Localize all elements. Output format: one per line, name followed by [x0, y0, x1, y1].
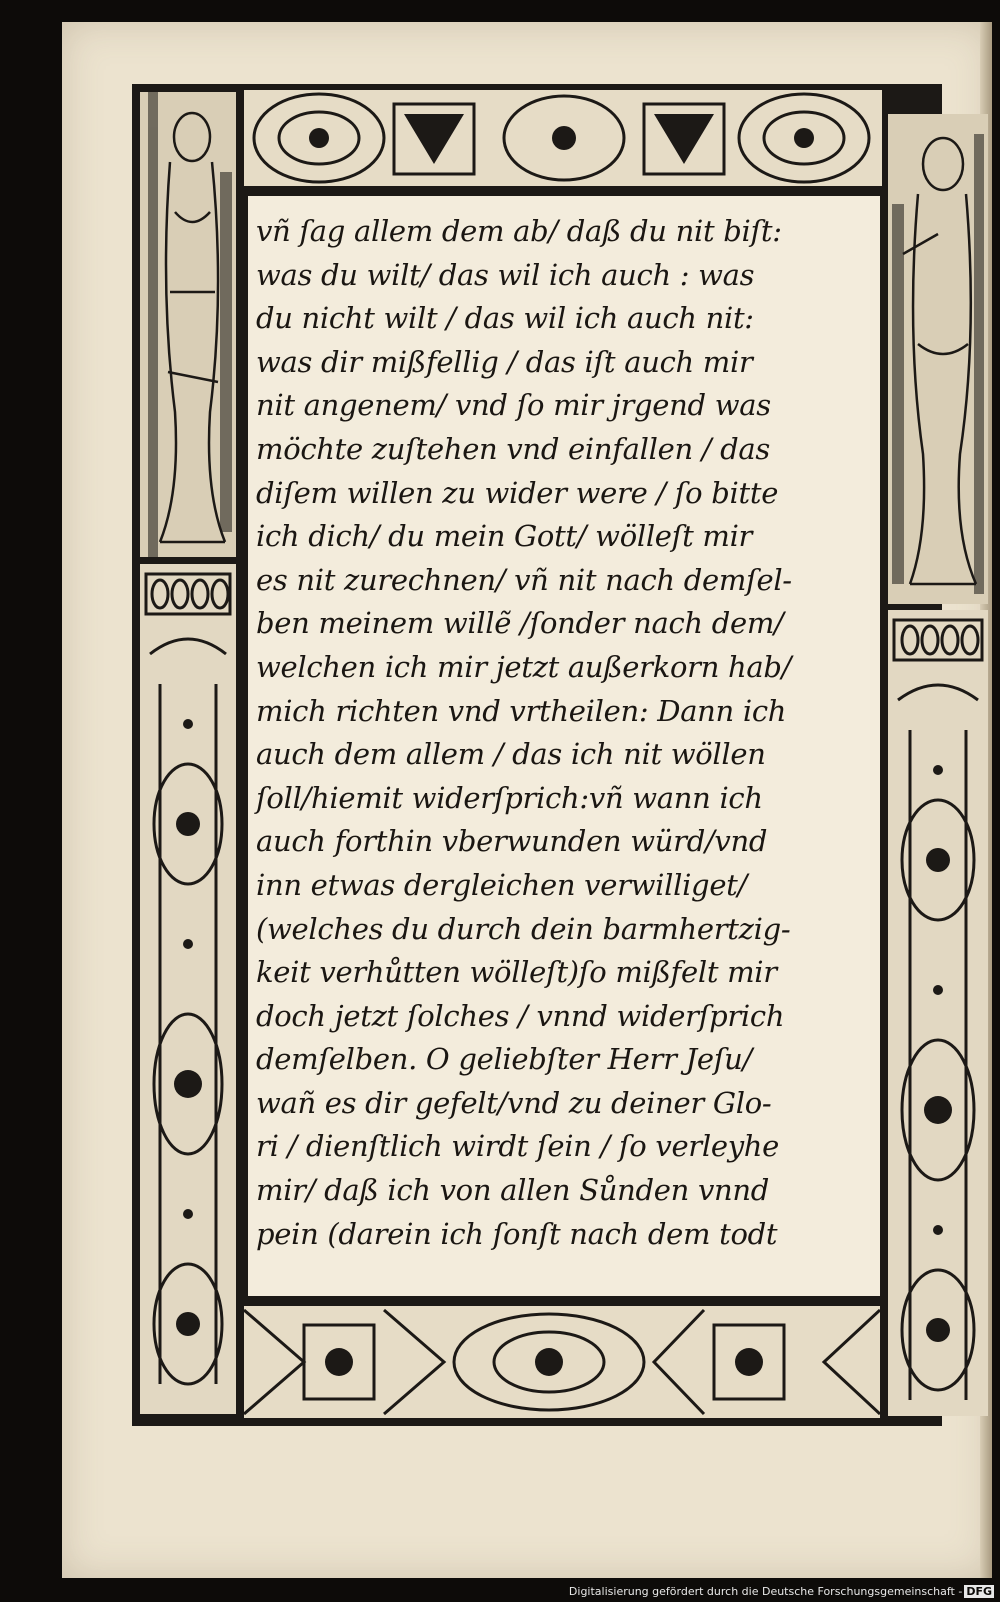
top-ornament-border [244, 84, 882, 192]
text-line: doch jetzt ſolches / vnnd widerſprich [256, 998, 785, 1033]
right-saint-figure [888, 114, 988, 604]
text-line: was du wilt/ das wil ich auch : was [256, 257, 755, 292]
dfg-logo: DFG [966, 1585, 992, 1598]
text-line: möchte zuſtehen vnd einfallen / das [256, 431, 770, 466]
woodcut-frame [132, 84, 942, 1426]
text-line: nit angenem/ vnd ſo mir jrgend was [256, 388, 771, 423]
text-line: auch forthin vberwunden würd/vnd [256, 824, 768, 859]
text-line: pein (darein ich ſonſt nach dem todt [256, 1216, 778, 1251]
left-ornament-column [140, 564, 236, 1414]
bottom-ornament-border [244, 1300, 880, 1424]
text-line: auch dem allem / das ich nit wöllen [256, 737, 766, 772]
text-line: ich dich/ du mein Gott/ wölleſt mir [256, 519, 753, 554]
text-line: was dir mißfellig / das iſt auch mir [256, 344, 753, 379]
blackletter-text-lines [256, 210, 876, 1256]
text-line: welchen ich mir jetzt außerkorn hab/ [256, 649, 792, 684]
book-page [62, 22, 992, 1578]
text-line: ri / dienſtlich wirdt ſein / ſo verleyhe [256, 1129, 780, 1164]
text-line: demſelben. O geliebſter Herr Jeſu/ [256, 1042, 753, 1077]
text-line: mich richten vnd vrtheilen: Dann ich [256, 693, 787, 728]
text-line: keit verhůtten wölleſt)ſo mißfelt mir [256, 955, 777, 990]
right-ornament-column [888, 610, 988, 1416]
text-line: inn etwas dergleichen verwilliget/ [256, 867, 747, 902]
text-line: es nit zurechnen/ vñ nit nach demſel- [256, 562, 792, 597]
text-line: vñ ſag allem dem ab/ daß du nit biſt: [256, 214, 782, 248]
text-line: ſoll/hiemit widerſprich:vñ wann ich [256, 780, 763, 815]
text-line: wañ es dir gefelt/vnd zu deiner Glo- [256, 1085, 772, 1120]
left-saint-figure [140, 92, 236, 557]
text-line: mir/ daß ich von allen Sůnden vnnd [256, 1173, 770, 1208]
text-line: (welches du durch dein barmhertzig- [256, 911, 791, 946]
text-line: du nicht wilt / das wil ich auch nit: [256, 301, 754, 336]
text-line: ben meinem willẽ /ſonder nach dem/ [256, 606, 784, 641]
credit-text: Digitalisierung gefördert durch die Deutsche Forschungsgemeinschaft - [568, 1585, 963, 1598]
text-line: diſem willen zu wider were / ſo bitte [256, 475, 779, 510]
digitization-credit [569, 1585, 994, 1598]
text-block [248, 196, 880, 1296]
